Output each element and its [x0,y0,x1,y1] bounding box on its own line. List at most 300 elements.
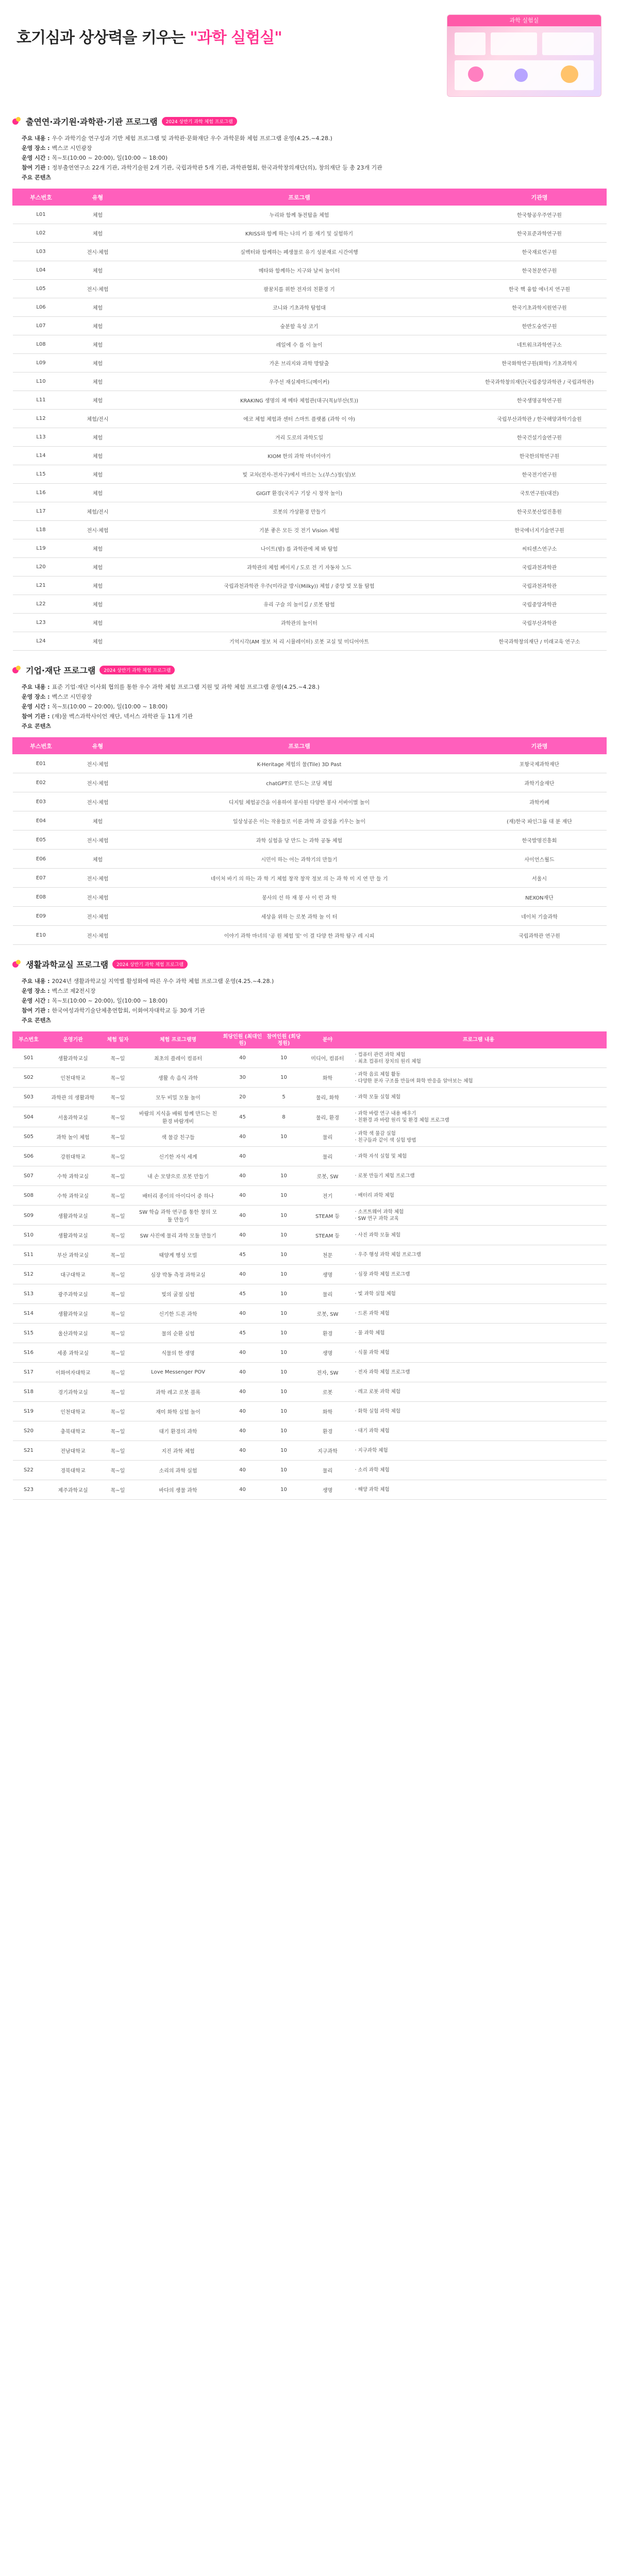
table-cell: 한국발명진흥회 [473,831,607,850]
table-cell: 한국로봇산업진흥원 [473,502,607,521]
table-cell: 과학관의 놀이터 [126,614,473,632]
table-row [13,1421,607,1441]
table-cell: 생명 [305,1480,351,1500]
table-cell: 지진 과학 체험 [135,1441,222,1461]
table-row [13,391,607,410]
table-row [13,521,607,539]
table-cell: 체험 [70,447,126,465]
table-cell: 국립과천과학관 [473,558,607,577]
table-cell: 대구대학교 [45,1265,102,1284]
table-cell: 인천대학교 [45,1068,102,1088]
table-header-row [13,1032,607,1048]
table-cell: 생명 [305,1265,351,1284]
table-cell: · 로봇 만들기 체험 프로그램 [351,1166,607,1186]
table-cell: 생명 [305,1343,351,1363]
table-cell: 한국에너지기술연구원 [473,521,607,539]
table-row [13,1480,607,1500]
table-cell: 세종 과학교실 [45,1343,102,1363]
table-cell: 천문 [305,1245,351,1265]
table-cell: 40 [222,1048,263,1068]
program-table [12,1031,607,1500]
table-cell: 네이처 바기 의 하는 과 학 기 체험 창작 창작 정보 의 는 과 학 미 지 연 만 들 기 [126,869,473,888]
table-cell: 45 [222,1284,263,1304]
table-cell: 40 [222,1304,263,1324]
table-row [13,1166,607,1186]
table-cell: · 드론 과학 체험 [351,1304,607,1324]
table-cell: 울산과학교실 [45,1324,102,1343]
table-cell: S05 [13,1127,45,1147]
section-institutions [12,115,607,651]
table-cell: S08 [13,1186,45,1206]
info-line [22,682,607,692]
table-row [13,1147,607,1166]
table-cell: 목~일 [102,1127,135,1147]
column-header: 부스번호 [13,738,70,754]
table-cell: 45 [222,1324,263,1343]
bullet-icon [12,960,22,969]
table-cell: 한국천문연구원 [473,261,607,280]
table-cell: 10 [263,1206,305,1226]
table-cell: 환경 [305,1421,351,1441]
table-cell: E03 [13,792,70,811]
table-cell: 목~일 [102,1382,135,1402]
title-quote: "과학 실험실" [190,29,282,47]
table-cell: 봉사의 선 하 재 봉 사 이 런 과 학 [126,888,473,907]
table-row [13,317,607,335]
table-cell: 목~일 [102,1147,135,1166]
table-cell: E07 [13,869,70,888]
table-row [13,539,607,558]
table-cell: KRAKING 생명의 체 메타 체험관(대구(목)/부산(토)) [126,391,473,410]
table-cell: 10 [263,1048,305,1068]
table-cell: 20 [222,1088,263,1107]
table-row [13,224,607,243]
table-cell: 전기 [305,1186,351,1206]
table-cell: 전시·체험 [70,243,126,261]
table-cell: 체험 [70,539,126,558]
table-cell: 팔꿈치를 위한 전자의 친환경 기 [126,280,473,298]
table-cell: 체험 [70,298,126,317]
table-cell: 목~일 [102,1088,135,1107]
table-cell: 체험 [70,465,126,484]
table-cell: 체험 [70,811,126,831]
table-cell: 물리 [305,1147,351,1166]
table-cell: 로봇, SW [305,1166,351,1186]
table-cell: 이야기 과학 마녀의 '공 원 체험 및' 이 결 다양 한 과학 탐구 레 시피 [126,926,473,945]
table-cell: 화학 [305,1402,351,1421]
table-cell: 제주과학교실 [45,1480,102,1500]
section-title: 기업·재단 프로그램 [26,666,96,675]
column-header: 회당인원 (최대인원) [222,1032,263,1048]
info-line [22,996,607,1006]
table-cell: S23 [13,1480,45,1500]
table-cell: 물리 [305,1461,351,1480]
table-cell: 심장 박동 측정 과학교실 [135,1265,222,1284]
table-cell: 경기과학교실 [45,1382,102,1402]
column-header: 프로그램 [126,189,473,206]
table-cell: S18 [13,1382,45,1402]
table-cell: 과학 실험을 당 만드 는 과학 공동 체험 [126,831,473,850]
table-cell: 체험 [70,850,126,869]
table-cell: 10 [263,1265,305,1284]
table-cell: 전시·체험 [70,907,126,926]
table-cell: 40 [222,1382,263,1402]
table-cell: L02 [13,224,70,243]
table-cell: 10 [263,1382,305,1402]
table-cell: 한국표준과학연구원 [473,224,607,243]
table-row [13,831,607,850]
table-cell: · 우주 행성 과학 체험 프로그램 [351,1245,607,1265]
table-cell: 40 [222,1461,263,1480]
table-cell: 전시·체험 [70,888,126,907]
program-table [12,737,607,945]
table-cell: 과학관 의 생활과학 [45,1088,102,1107]
info-key: 주요 콘텐츠 [22,174,51,181]
table-cell: 나이트(밤) 를 과학관에 체 봐 탐험 [126,539,473,558]
table-cell: L20 [13,558,70,577]
table-row [13,447,607,465]
table-cell: 한국재료연구원 [473,243,607,261]
poster-decoration [468,66,483,82]
table-cell: 10 [263,1343,305,1363]
table-row [13,1206,607,1226]
table-cell: 한국생명공학연구원 [473,391,607,410]
table-cell: · 배터리 과학 체험 [351,1186,607,1206]
table-row [13,632,607,651]
table-cell: E01 [13,754,70,773]
table-cell: L14 [13,447,70,465]
table-cell: 메타와 함께하는 지구와 날씨 놀이터 [126,261,473,280]
table-cell: · 컴퓨터 관련 과학 체험 · 최초 컴퓨터 장치의 원리 체험 [351,1048,607,1068]
table-cell: 배터리 종이의 아이디어 중 하나 [135,1186,222,1206]
table-cell: 식물의 한 생명 [135,1343,222,1363]
table-cell: 포항국제과학재단 [473,754,607,773]
table-cell: KRISS와 함께 하는 나의 키 몸 재기 및 실험하기 [126,224,473,243]
table-cell: 과학기술재단 [473,773,607,792]
table-cell: E06 [13,850,70,869]
table-row [13,243,607,261]
table-cell: 한국화학연구원(화학) 기초과학지 [473,354,607,372]
table-cell: L11 [13,391,70,410]
info-line [22,153,607,163]
table-cell: 40 [222,1206,263,1226]
table-cell: 강원대학교 [45,1147,102,1166]
table-cell: 45 [222,1107,263,1127]
table-cell: 유리 구슬 의 놀이길 / 로봇 탐험 [126,595,473,614]
bullet-icon [12,666,22,675]
table-cell: 체험 [70,354,126,372]
table-cell: 목~일 [102,1402,135,1421]
table-cell: 체험 [70,558,126,577]
column-header: 유형 [70,738,126,754]
table-cell: 기억시각(AM 정보 처 리 시뮬레이터) 로봇 교실 및 미디어아트 [126,632,473,651]
table-cell: 한국기초과학지원연구원 [473,298,607,317]
table-cell: L13 [13,428,70,447]
table-cell: · 과학 색 물감 실험 · 친구들과 같이 색 실험 방법 [351,1127,607,1147]
table-row [13,1127,607,1147]
info-key: 주요 내용 : [22,135,50,142]
table-cell: 체험 [70,484,126,502]
table-cell: 최초의 플레이 컴퓨터 [135,1048,222,1068]
table-row [13,502,607,521]
table-cell: 숲분할 육성 코기 [126,317,473,335]
info-key: 주요 내용 : [22,978,50,985]
table-cell: 10 [263,1186,305,1206]
table-cell: 재미 화학 실험 놀이 [135,1402,222,1421]
table-cell: L24 [13,632,70,651]
table-cell: 전남대학교 [45,1441,102,1461]
column-header: 기관명 [473,189,607,206]
table-cell: 과학관의 체험 페이지 / 도로 전 기 자동차 노드 [126,558,473,577]
table-cell: 환경 [305,1324,351,1343]
table-cell: Love Messenger POV [135,1363,222,1382]
table-cell: 전시·체험 [70,792,126,811]
table-cell: GIGIT 환경(국지구 기상 시 창작 놀이) [126,484,473,502]
table-cell: 빛의 굴절 실험 [135,1284,222,1304]
table-row [13,926,607,945]
table-cell: · 전자 과학 체험 프로그램 [351,1363,607,1382]
table-cell: 기분 좋은 모든 것 전기 Vision 체험 [126,521,473,539]
table-cell: 전자, SW [305,1363,351,1382]
section-badge: 2024 상반기 과학 체험 프로그램 [99,666,175,674]
table-cell: 40 [222,1343,263,1363]
section-title-row [12,664,607,676]
info-value: 우수 과학기술 연구성과 기반 체험 프로그램 및 과학관·문화재단 우수 과학문화 체험 프로그램 운영(4.25.~4.28.) [52,135,332,142]
info-key: 주요 내용 : [22,684,50,690]
table-cell: 40 [222,1421,263,1441]
table-cell: 수학 과학교실 [45,1166,102,1186]
table-row [13,298,607,317]
table-cell: 생활과학교실 [45,1048,102,1068]
table-cell: E05 [13,831,70,850]
table-cell: 신기한 드론 과학 [135,1304,222,1324]
table-cell: 체험 [70,335,126,354]
table-cell: S04 [13,1107,45,1127]
column-header: 체험 프로그램명 [135,1032,222,1048]
table-row [13,1382,607,1402]
table-cell: 에코 체험 체험과 센터 스마트 플랫폼 (과학 이 야) [126,410,473,428]
table-cell: 체험 [70,224,126,243]
table-row [13,850,607,869]
poster-title: 과학 실험실 [447,15,601,26]
table-cell: S16 [13,1343,45,1363]
table-cell: 가온 브리지와 과학 방탈출 [126,354,473,372]
table-cell: S07 [13,1166,45,1186]
table-cell: NEXON재단 [473,888,607,907]
section-title-row [12,958,607,970]
hero-header [12,14,607,102]
table-cell: chatGPT로 만드는 코딩 체험 [126,773,473,792]
table-cell: 목~일 [102,1107,135,1127]
table-header-row [13,738,607,754]
table-cell: SW 학습 과학 연구를 통한 창의 모듈 만들기 [135,1206,222,1226]
table-cell: 인천대학교 [45,1402,102,1421]
section-life-science [12,958,607,1500]
table-cell: L10 [13,372,70,391]
table-cell: 서울과학교실 [45,1107,102,1127]
table-cell: L03 [13,243,70,261]
table-row [13,484,607,502]
table-cell: 체험 [70,595,126,614]
table-cell: 10 [263,1441,305,1461]
table-cell: 체험 [70,614,126,632]
info-key: 운영 장소 : [22,145,50,151]
table-row [13,372,607,391]
poster-decoration [561,65,578,83]
table-cell: 국립과학관 연구원 [473,926,607,945]
table-cell: 네트워크과학연구소 [473,335,607,354]
table-row [13,1343,607,1363]
info-value: 정부출연연구소 22개 기관, 과학기술원 2개 기관, 국립과학관 5개 기관, 과학관협회, 한국과학창의재단(의), 창의재단 등 총 23개 기관 [52,164,382,171]
table-cell: S21 [13,1441,45,1461]
table-cell: 목~일 [102,1441,135,1461]
table-cell: · 지구과학 체험 [351,1441,607,1461]
table-cell: 일상성공은 이는 작용들로 이룬 과학 과 감정을 키우는 놀이 [126,811,473,831]
poster-block [542,32,594,55]
table-cell: E08 [13,888,70,907]
table-cell: 목~일 [102,1284,135,1304]
table-cell: S10 [13,1226,45,1245]
info-value: 벡스코 제2전시장 [52,988,96,994]
table-cell: 체험 [70,577,126,595]
table-cell: L22 [13,595,70,614]
table-cell: · 소리 과학 체험 [351,1461,607,1480]
info-line [22,1006,607,1015]
table-cell: 40 [222,1402,263,1421]
table-cell: E04 [13,811,70,831]
table-row [13,595,607,614]
table-cell: 코니와 기초과학 탐험대 [126,298,473,317]
section-badge: 2024 상반기 과학 체험 프로그램 [162,117,237,126]
table-cell: 체험/전시 [70,410,126,428]
table-cell: 체험 [70,261,126,280]
table-cell: S01 [13,1048,45,1068]
table-row [13,907,607,926]
table-cell: 10 [263,1461,305,1480]
table-cell: 목~일 [102,1461,135,1480]
table-cell: 전시·체험 [70,831,126,850]
table-cell: 10 [263,1363,305,1382]
info-key: 운영 장소 : [22,693,50,700]
table-cell: 목~일 [102,1048,135,1068]
table-cell: 소리의 과학 실험 [135,1461,222,1480]
column-header: 부스번호 [13,189,70,206]
table-cell: 물리, 화학 [305,1088,351,1107]
table-cell: 목~일 [102,1343,135,1363]
table-cell: 과학 레고 로봇 블록 [135,1382,222,1402]
table-cell: L16 [13,484,70,502]
column-header: 기관명 [473,738,607,754]
poster-block [455,32,486,55]
table-row [13,869,607,888]
info-value: 한국여성과학기술단체총연합회, 이화여자대학교 등 30개 기관 [52,1007,205,1014]
table-cell: 실벡터와 함께하는 폐생물로 유기 성분재료 시간여행 [126,243,473,261]
table-cell: 과학 놀이 체험 [45,1127,102,1147]
table-cell: S15 [13,1324,45,1343]
table-cell: 40 [222,1186,263,1206]
section-title-row [12,115,607,127]
section-title: 생활과학교실 프로그램 [26,960,109,970]
table-cell: 목~일 [102,1421,135,1441]
table-cell: 10 [263,1226,305,1245]
info-key: 운영 시간 : [22,703,50,710]
table-cell: 10 [263,1068,305,1088]
table-cell: 생활과학교실 [45,1304,102,1324]
info-line [22,173,607,182]
table-cell: L01 [13,206,70,224]
info-value: 목~토(10:00 ~ 20:00), 일(10:00 ~ 18:00) [52,703,168,710]
table-cell: 로봇의 가상환경 만들기 [126,502,473,521]
table-cell: 서울시 [473,869,607,888]
info-line [22,702,607,711]
table-row [13,792,607,811]
table-cell: 40 [222,1441,263,1461]
info-line [22,143,607,153]
table-cell: · 해양 과학 체험 [351,1480,607,1500]
bullet-icon [12,117,22,126]
table-cell: 부산 과학교실 [45,1245,102,1265]
info-value: 2024년 생활과학교실 지역별 활성화에 따른 우수 과학 체험 프로그램 운영(4.25.~4.28.) [52,978,274,985]
table-cell: 네이처 기술과학 [473,907,607,926]
table-cell: · 빛 과학 실험 체험 [351,1284,607,1304]
table-row [13,1107,607,1127]
table-cell: E10 [13,926,70,945]
table-cell: S09 [13,1206,45,1226]
table-cell: 씨티센스연구소 [473,539,607,558]
table-row [13,614,607,632]
info-key: 참여 기관 : [22,713,50,720]
table-cell: S06 [13,1147,45,1166]
table-cell: 우주선 재실제마드(메이커) [126,372,473,391]
table-cell: 30 [222,1068,263,1088]
table-cell: K-Heritage 체험의 물(Tile) 3D Past [126,754,473,773]
info-value: 목~토(10:00 ~ 20:00), 일(10:00 ~ 18:00) [52,997,168,1004]
table-cell: 체험 [70,317,126,335]
table-cell: 국립부산과학관 [473,614,607,632]
table-cell: 바다의 생물 과학 [135,1480,222,1500]
table-cell: · 과학 바람 연구 내용 배우기 · 친환경 과 바람 원리 및 환경 체험 프로그램 [351,1107,607,1127]
table-cell: 한국전기연구원 [473,465,607,484]
column-header: 운영기관 [45,1032,102,1048]
table-cell: E02 [13,773,70,792]
table-row [13,1363,607,1382]
table-cell: L19 [13,539,70,558]
table-cell: 경북대학교 [45,1461,102,1480]
table-cell: 한국항공우주연구원 [473,206,607,224]
table-cell: 전시·체험 [70,926,126,945]
table-cell: · 레고 로봇 과학 체험 [351,1382,607,1402]
table-cell: 국립과천과학관 우주(미라클 방시(Milky)) 체험 / 중앙 빛 모듈 탐험 [126,577,473,595]
info-value: 표준 기업·재단 이사회 협의를 통한 우수 과학 체험 프로그램 지원 및 과학 체험 프로그램 운영(4.25.~4.28.) [52,684,320,690]
table-cell: L06 [13,298,70,317]
table-cell: 45 [222,1245,263,1265]
table-cell: 8 [263,1107,305,1127]
table-row [13,335,607,354]
table-cell: 물리, 환경 [305,1107,351,1127]
table-cell: · 물 과학 체험 [351,1324,607,1343]
table-cell: 체험 [70,372,126,391]
table-cell: 전시·체험 [70,869,126,888]
table-row [13,1245,607,1265]
info-line [22,976,607,986]
table-cell: 태양계 행성 모빌 [135,1245,222,1265]
column-header: 유형 [70,189,126,206]
info-key: 운영 시간 : [22,997,50,1004]
table-row [13,811,607,831]
table-row [13,261,607,280]
table-cell: STEAM 등 [305,1206,351,1226]
table-row [13,206,607,224]
